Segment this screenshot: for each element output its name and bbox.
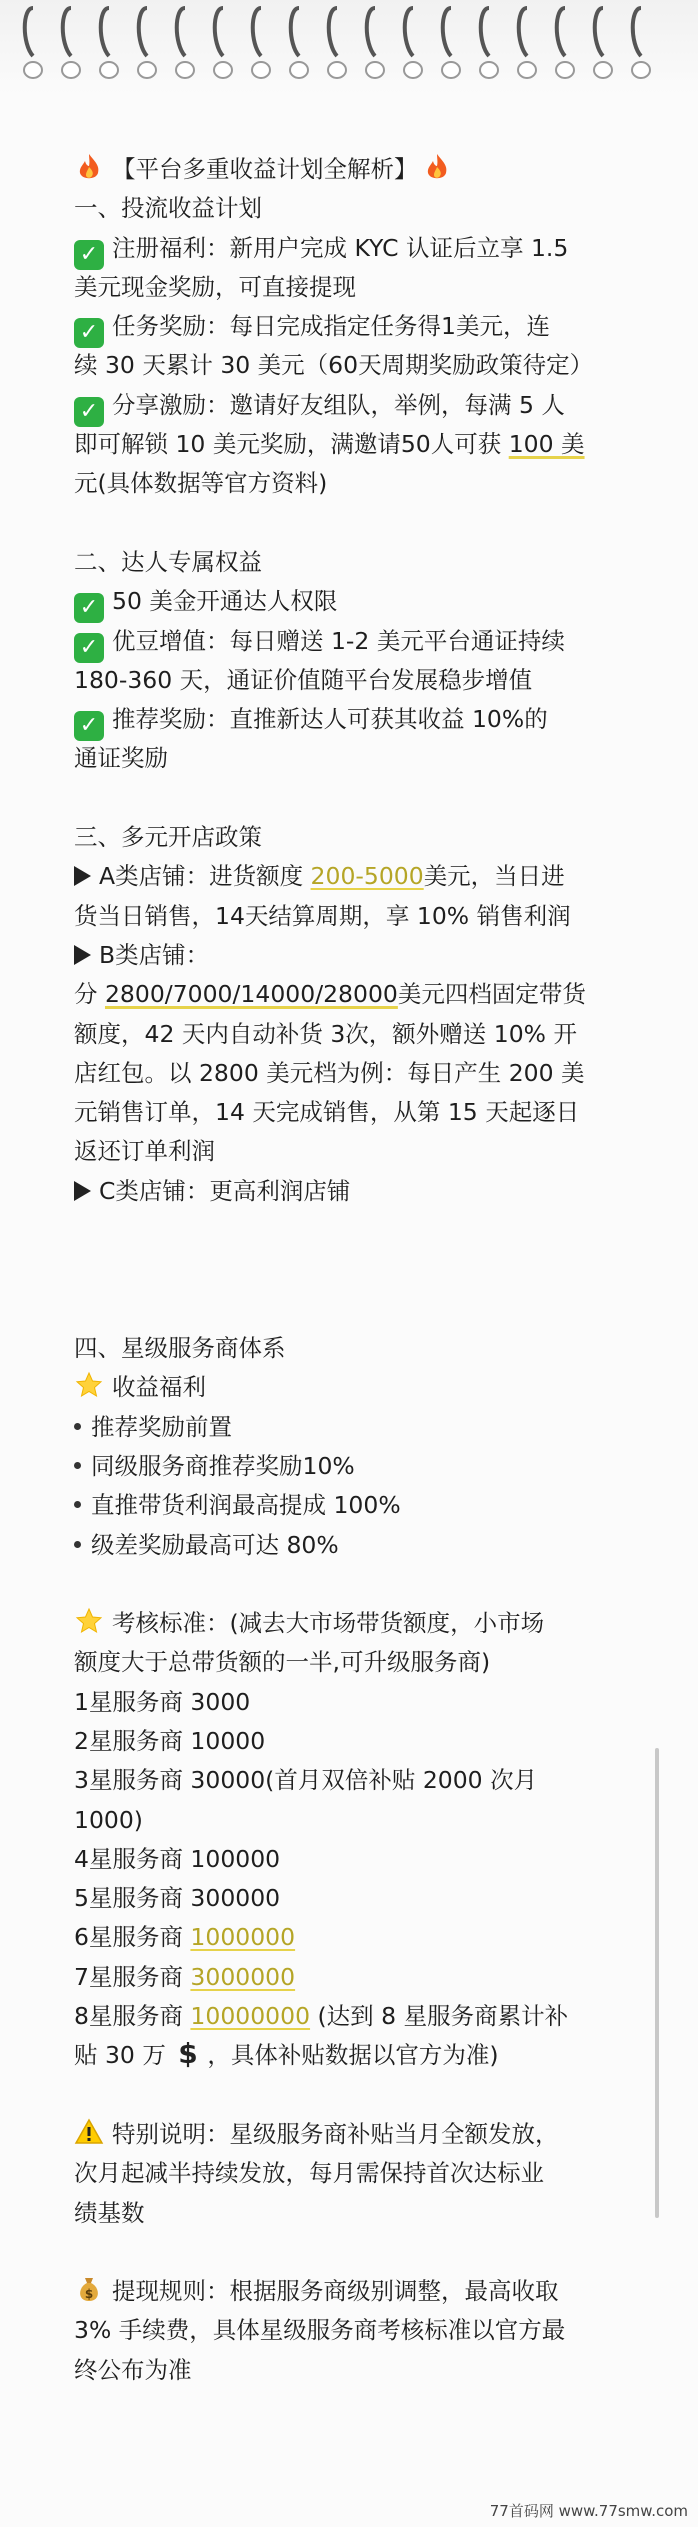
text-line: ✓ 推荐奖励：直推新达人可获其收益 10%的 bbox=[74, 700, 664, 739]
section-heading: 三、多元开店政策 bbox=[74, 823, 262, 852]
money-bag-icon bbox=[74, 2274, 104, 2304]
play-triangle-icon bbox=[74, 866, 91, 886]
text-line: 额度，42 天内自动补货 3次，额外赠送 10% 开 bbox=[74, 1019, 577, 1048]
svg-text:$: $ bbox=[178, 2038, 199, 2069]
rank-line: 7星服务商 3000000 bbox=[74, 1962, 296, 1991]
text-line: 续 30 天累计 30 美元（60天周期奖励政策待定） bbox=[74, 351, 594, 380]
text-line: ✓ 优豆增值：每日赠送 1-2 美元平台通证持续 bbox=[74, 622, 664, 661]
ring-icon bbox=[208, 4, 238, 90]
text-line: 货当日销售，14天结算周期，享 10% 销售利润 bbox=[74, 901, 571, 930]
text-line: 元销售订单，14 天完成销售，从第 15 天起逐日 bbox=[74, 1098, 580, 1127]
ring-icon bbox=[132, 4, 162, 90]
watermark: 77首码网 www.77smw.com bbox=[489, 2502, 688, 2520]
text-line: 美元现金奖励，可直接提现 bbox=[74, 272, 356, 301]
text-line: 次月起减半持续发放，每月需保持首次达标业 bbox=[74, 2159, 544, 2188]
fire-icon bbox=[422, 152, 452, 182]
ring-icon bbox=[550, 4, 580, 90]
rank-line: 4星服务商 100000 bbox=[74, 1844, 281, 1873]
text-line: 分 2800/7000/14000/28000美元四档固定带货 bbox=[74, 980, 586, 1009]
list-item: 级差奖励最高可达 80% bbox=[74, 1526, 664, 1565]
warning-icon bbox=[74, 2117, 104, 2147]
text-line: 收益福利 bbox=[74, 1368, 664, 1407]
rank-line: 1星服务商 3000 bbox=[74, 1687, 251, 1716]
ring-icon bbox=[512, 4, 542, 90]
ring-icon bbox=[56, 4, 86, 90]
star-icon bbox=[74, 1606, 104, 1636]
check-icon: ✓ bbox=[74, 397, 104, 427]
list-item: 直推带货利润最高提成 100% bbox=[74, 1486, 664, 1525]
dollar-icon bbox=[173, 2038, 203, 2068]
rank-line: 8星服务商 10000000 (达到 8 星服务商累计补 bbox=[74, 2002, 569, 2031]
doc-title-line bbox=[74, 150, 664, 189]
ring-icon bbox=[322, 4, 352, 90]
ring-icon bbox=[626, 4, 656, 90]
text-line: B类店铺： bbox=[74, 936, 664, 975]
ring-icon bbox=[94, 4, 124, 90]
rank-line: 6星服务商 1000000 bbox=[74, 1923, 296, 1952]
rank-line: 1000) bbox=[74, 1805, 143, 1834]
notebook-binding bbox=[0, 0, 698, 95]
svg-text:$: $ bbox=[84, 2287, 94, 2302]
bullet-icon bbox=[74, 1501, 81, 1508]
doc-title: 【平台多重收益计划全解析】 bbox=[112, 155, 418, 183]
text-line: 终公布为准 bbox=[74, 2355, 192, 2384]
rank-line: 3星服务商 30000(首月双倍补贴 2000 次月 bbox=[74, 1766, 538, 1795]
check-icon: ✓ bbox=[74, 593, 104, 623]
text-line: 店红包。以 2800 美元档为例：每日产生 200 美 bbox=[74, 1058, 585, 1087]
ring-icon bbox=[18, 4, 48, 90]
fire-icon bbox=[74, 152, 104, 182]
text-line: 180-360 天，通证价值随平台发展稳步增值 bbox=[74, 665, 533, 694]
list-item: 同级服务商推荐奖励10% bbox=[74, 1447, 664, 1486]
text-line: 3% 手续费，具体星级服务商考核标准以官方最 bbox=[74, 2316, 566, 2345]
text-line: A类店铺：进货额度 200-5000美元，当日进 bbox=[74, 857, 664, 896]
bullet-icon bbox=[74, 1541, 81, 1548]
text-line: 考核标准：(减去大市场带货额度，小市场 bbox=[74, 1604, 664, 1643]
text-line: 返还订单利润 bbox=[74, 1137, 215, 1166]
text-line: 元(具体数据等官方资料) bbox=[74, 469, 328, 498]
section-heading: 一、投流收益计划 bbox=[74, 194, 262, 223]
text-line: 通证奖励 bbox=[74, 744, 168, 773]
text-line: 即可解锁 10 美元奖励，满邀请50人可获 100 美 bbox=[74, 430, 585, 459]
ring-icon bbox=[246, 4, 276, 90]
document-body bbox=[74, 150, 664, 2390]
rank-line: 2星服务商 10000 bbox=[74, 1726, 266, 1755]
check-icon: ✓ bbox=[74, 711, 104, 741]
text-line: $ 提现规则：根据服务商级别调整，最高收取 bbox=[74, 2272, 664, 2311]
rank-line: 贴 30 万 $ ，具体补贴数据以官方为准) bbox=[74, 2038, 499, 2070]
section-heading: 四、星级服务商体系 bbox=[74, 1334, 286, 1363]
rank-line: 5星服务商 300000 bbox=[74, 1884, 281, 1913]
section-heading: 二、达人专属权益 bbox=[74, 547, 262, 576]
play-triangle-icon bbox=[74, 1181, 91, 1201]
check-icon: ✓ bbox=[74, 318, 104, 348]
star-icon bbox=[74, 1370, 104, 1400]
text-line: 绩基数 bbox=[74, 2198, 145, 2227]
ring-icon bbox=[360, 4, 390, 90]
text-line: 特别说明：星级服务商补贴当月全额发放， bbox=[74, 2115, 664, 2154]
check-icon: ✓ bbox=[74, 633, 104, 663]
bullet-icon bbox=[74, 1423, 81, 1430]
ring-icon bbox=[588, 4, 618, 90]
scrollbar[interactable] bbox=[655, 1748, 659, 2218]
text-line: ✓ 任务奖励：每日完成指定任务得1美元，连 bbox=[74, 307, 664, 346]
bullet-icon bbox=[74, 1462, 81, 1469]
text-line: ✓ 50 美金开通达人权限 bbox=[74, 582, 664, 621]
ring-icon bbox=[436, 4, 466, 90]
ring-icon bbox=[398, 4, 428, 90]
text-line: 额度大于总带货额的一半,可升级服务商) bbox=[74, 1648, 491, 1677]
text-line: C类店铺：更高利润店铺 bbox=[74, 1172, 664, 1211]
ring-icon bbox=[170, 4, 200, 90]
ring-icon bbox=[284, 4, 314, 90]
list-item: 推荐奖励前置 bbox=[74, 1408, 664, 1447]
play-triangle-icon bbox=[74, 945, 91, 965]
text-line: ✓ 分享激励：邀请好友组队，举例，每满 5 人 bbox=[74, 386, 664, 425]
ring-icon bbox=[474, 4, 504, 90]
text-line: ✓ 注册福利：新用户完成 KYC 认证后立享 1.5 bbox=[74, 229, 664, 268]
check-icon: ✓ bbox=[74, 240, 104, 270]
